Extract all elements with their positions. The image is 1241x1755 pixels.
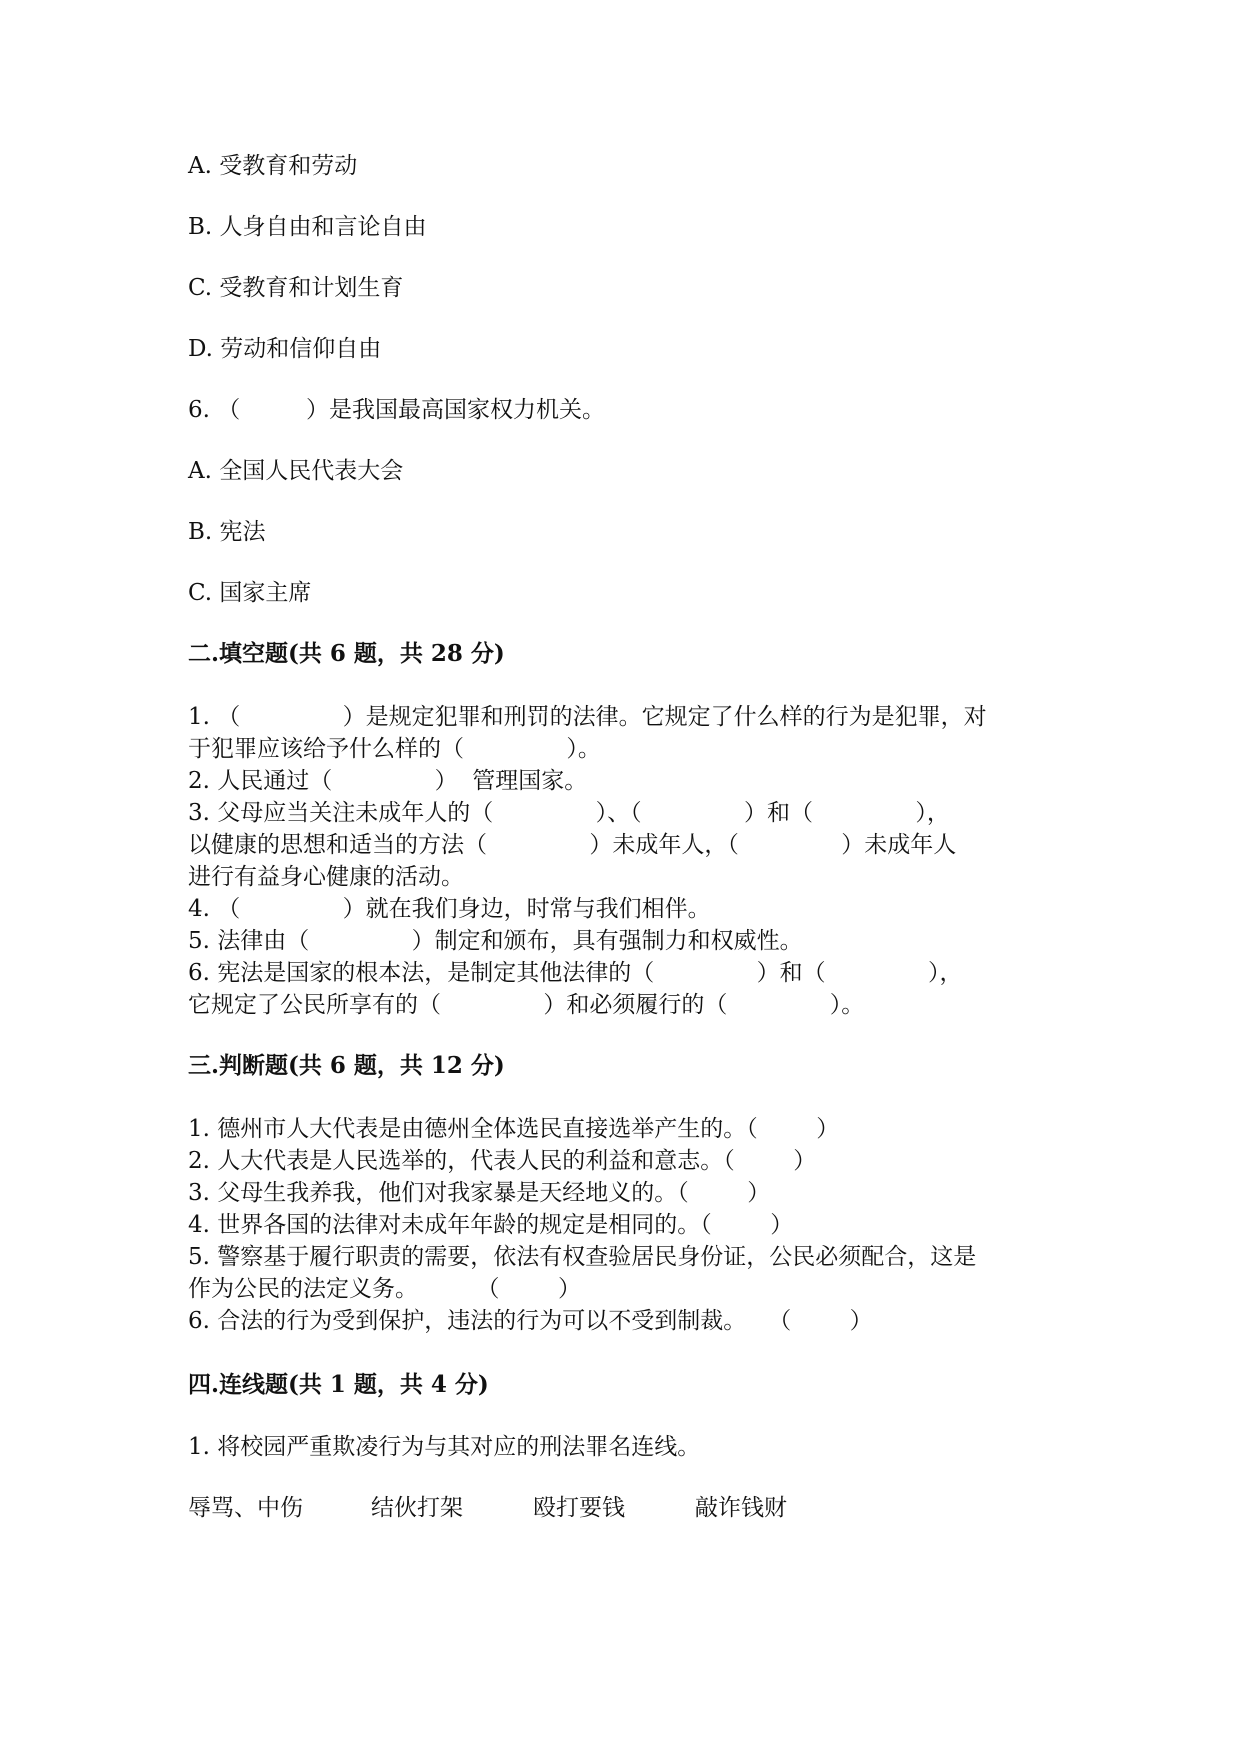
q6-option-c: C. 国家主席: [188, 580, 312, 606]
section-3-questions: [188, 1113, 976, 1337]
section-2-line: 1. （ ）是规定犯罪和刑罚的法律。它规定了什么样的行为是犯罪，对: [188, 704, 987, 730]
section-2-line: 2. 人民通过（ ） 管理国家。: [188, 768, 588, 794]
section-2-line: 4. （ ）就在我们身边，时常与我们相伴。: [188, 896, 711, 922]
q5-option-a: A. 受教育和劳动: [188, 153, 358, 179]
section-3-line: 1. 德州市人大代表是由德州全体选民直接选举产生的。（ ）: [188, 1116, 840, 1142]
matching-item: 敲诈钱财: [695, 1495, 787, 1521]
section-2-line: 3. 父母应当关注未成年人的（ ）、（ ）和（ ），: [188, 800, 950, 826]
section-2-line: 于犯罪应该给予什么样的（ ）。: [188, 736, 601, 762]
q5-option-d: D. 劳动和信仰自由: [188, 336, 382, 362]
section-2-line: 进行有益身心健康的活动。: [188, 864, 464, 890]
section-3-line: 3. 父母生我养我，他们对我家暴是天经地义的。（ ）: [188, 1180, 771, 1206]
section-2-line: 5. 法律由（ ）制定和颁布，具有强制力和权威性。: [188, 928, 803, 954]
section-3-line: 作为公民的法定义务。 （ ）: [188, 1276, 581, 1302]
q6-stem: 6. （ ）是我国最高国家权力机关。: [188, 397, 606, 423]
section-3-line: 5. 警察基于履行职责的需要，依法有权查验居民身份证，公民必须配合，这是: [188, 1244, 977, 1270]
section-3-line: 2. 人大代表是人民选举的，代表人民的利益和意志。（ ）: [188, 1148, 817, 1174]
section-3-line: 6. 合法的行为受到保护，违法的行为可以不受到制裁。 （ ）: [188, 1308, 873, 1334]
section-2-title: 二.填空题(共 6 题，共 28 分): [188, 640, 505, 667]
q6-option-b: B. 宪法: [188, 519, 266, 545]
section-3-title: 三.判断题(共 6 题，共 12 分): [188, 1052, 505, 1079]
matching-item: 辱骂、中伤: [188, 1495, 303, 1521]
section-2-line: 6. 宪法是国家的根本法，是制定其他法律的（ ）和（ ），: [188, 960, 963, 986]
matching-item: 结伙打架: [371, 1495, 463, 1521]
section-2-line: 它规定了公民所享有的（ ）和必须履行的（ ）。: [188, 992, 865, 1018]
q5-option-b: B. 人身自由和言论自由: [188, 214, 427, 240]
section-2-line: 以健康的思想和适当的方法（ ）未成年人，（ ）未成年人: [188, 832, 957, 858]
section-4-question: 1. 将校园严重欺凌行为与其对应的刑法罪名连线。: [188, 1434, 701, 1460]
section-3-line: 4. 世界各国的法律对未成年年龄的规定是相同的。（ ）: [188, 1212, 794, 1238]
matching-item: 殴打要钱: [533, 1495, 625, 1521]
section-2-questions: [188, 701, 987, 1021]
q6-option-a: A. 全国人民代表大会: [188, 458, 404, 484]
section-4-title: 四.连线题(共 1 题，共 4 分): [188, 1371, 489, 1398]
q5-option-c: C. 受教育和计划生育: [188, 275, 404, 301]
